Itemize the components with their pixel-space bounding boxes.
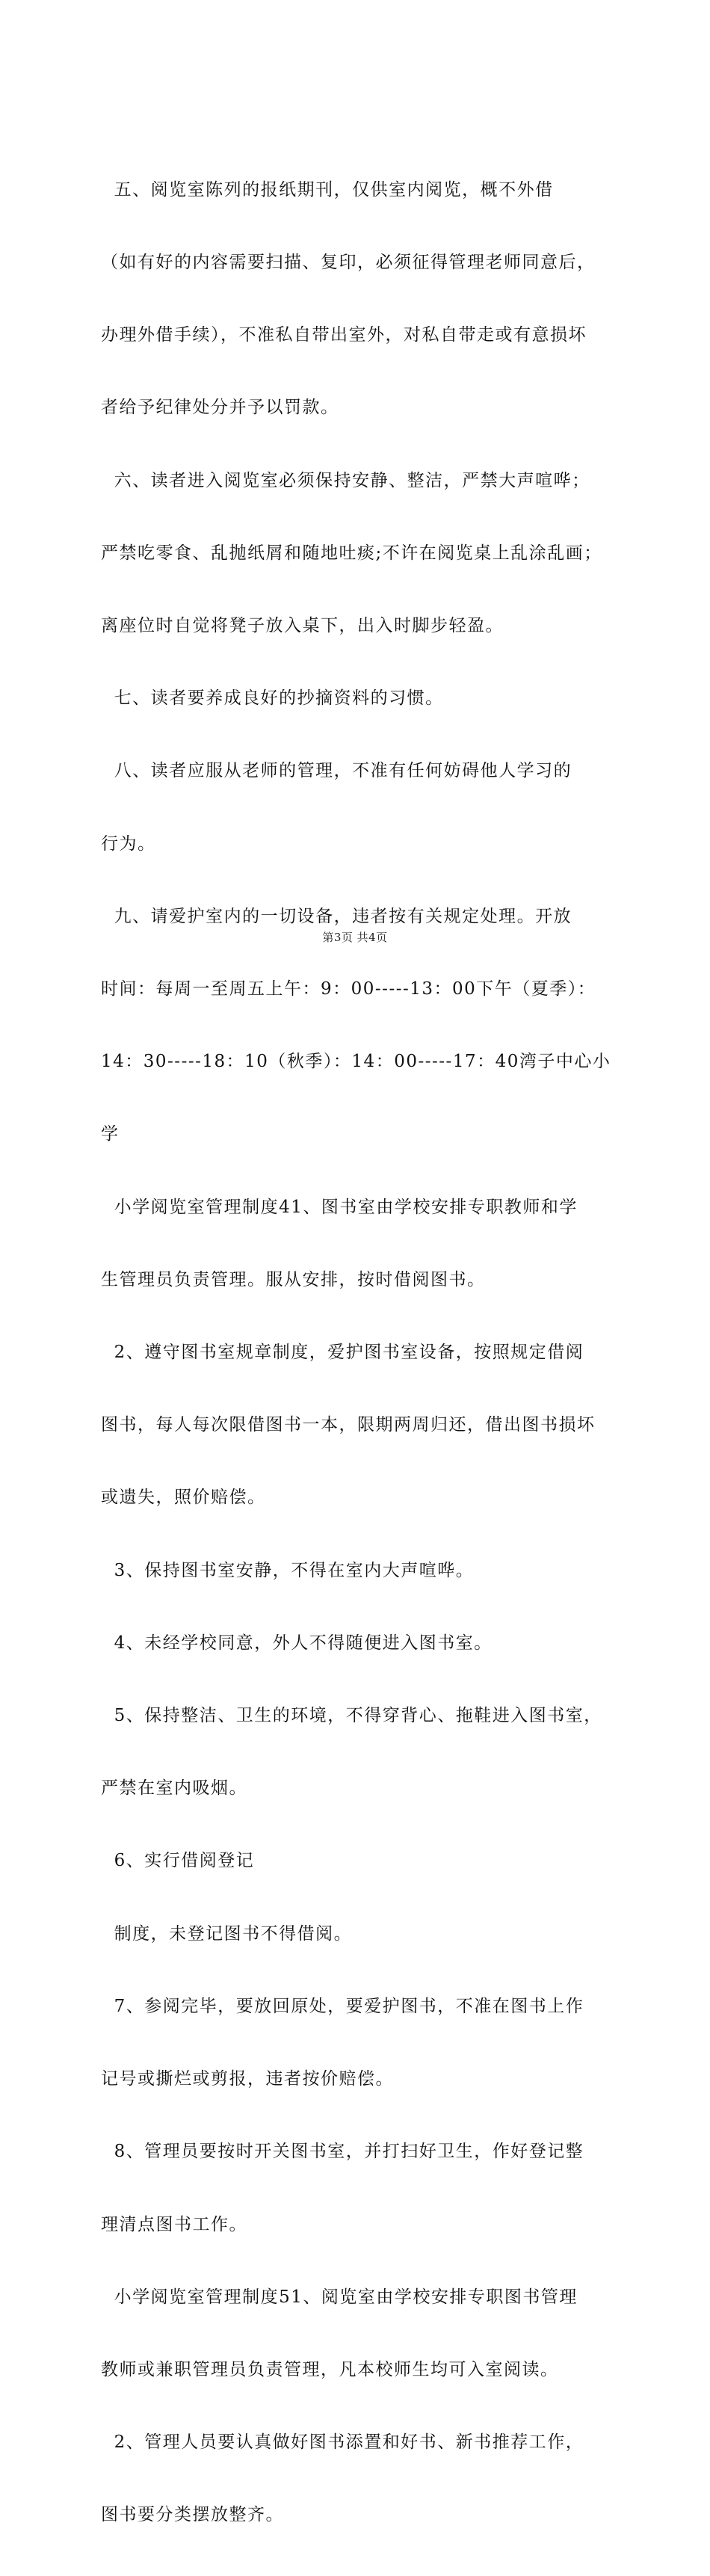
text-line: 生管理员负责管理。服从安排，按时借阅图书。 [101, 1269, 486, 1289]
text-line: 记号或撕烂或剪报，违者按价赔偿。 [101, 2069, 394, 2089]
text-line: （如有好的内容需要扫描、复印，必须征得管理老师同意后， [101, 253, 596, 273]
text-line: 办理外借手续），不准私自带出室外，对私自带走或有意损坏 [101, 325, 587, 345]
text-line: 者给予纪律处分并予以罚款。 [101, 398, 339, 418]
text-line: 七、读者要养成良好的抄摘资料的习惯。 [101, 688, 444, 709]
text-line: 或遗失，照价赔偿。 [101, 1488, 266, 1508]
text-line: 6、实行借阅登记 [101, 1851, 255, 1871]
text-line: 八、读者应服从老师的管理，不准有任何妨碍他人学习的 [101, 761, 572, 781]
text-line: 时间：每周一至周五上午：9：00-----13：00下午（夏季）： [101, 979, 596, 999]
text-line: 教师或兼职管理员负责管理，凡本校师生均可入室阅读。 [101, 2359, 559, 2379]
text-line: 7、参阅完毕，要放回原处，要爱护图书，不准在图书上作 [101, 1996, 584, 2016]
text-line: 3、保持图书室安静，不得在室内大声喧哗。 [101, 1560, 475, 1580]
text-line: 5、保持整洁、卫生的环境，不得穿背心、拖鞋进入图书室， [101, 1706, 602, 1726]
text-line: 六、读者进入阅览室必须保持安静、整洁，严禁大声喧哗； [101, 470, 590, 490]
text-line: 严禁吃零食、乱抛纸屑和随地吐痰;不许在阅览桌上乱涂乱画； [101, 543, 602, 563]
text-line: 小学阅览室管理制度41、图书室由学校安排专职教师和学 [101, 1197, 578, 1217]
text-line: 离座位时自觉将凳子放入桌下，出入时脚步轻盈。 [101, 616, 504, 636]
page-footer [0, 929, 710, 945]
text-line: 五、阅览室陈列的报纸期刊，仅供室内阅览，概不外借 [101, 179, 554, 200]
text-line: 九、请爱护室内的一切设备，违者按有关规定处理。开放 [101, 906, 572, 926]
text-line: 理清点图书工作。 [101, 2214, 247, 2234]
text-line: 严禁在室内吸烟。 [101, 1778, 247, 1799]
text-line: 8、管理员要按时开关图书室，并打扫好卫生，作好登记整 [101, 2142, 584, 2162]
text-line: 小学阅览室管理制度51、阅览室由学校安排专职图书管理 [101, 2287, 578, 2307]
text-line: 行为。 [101, 833, 156, 854]
text-line: 14：30-----18：10（秋季）：14：00-----17：40湾子中心小 [101, 1052, 611, 1072]
page-number-label: 第3页 共4页 [322, 931, 388, 944]
text-line: 图书要分类摆放整齐。 [101, 2505, 284, 2525]
text-line: 制度，未登记图书不得借阅。 [101, 1923, 353, 1944]
text-line: 2、管理人员要认真做好图书添置和好书、新书推荐工作， [101, 2432, 584, 2453]
text-line: 2、遵守图书室规章制度，爱护图书室设备，按照规定借阅 [101, 1343, 584, 1363]
text-line: 图书，每人每次限借图书一本，限期两周归还，借出图书损坏 [101, 1415, 596, 1435]
text-line: 4、未经学校同意，外人不得随便进入图书室。 [101, 1633, 493, 1653]
document-body [101, 129, 624, 2576]
text-line: 学 [101, 1124, 120, 1144]
